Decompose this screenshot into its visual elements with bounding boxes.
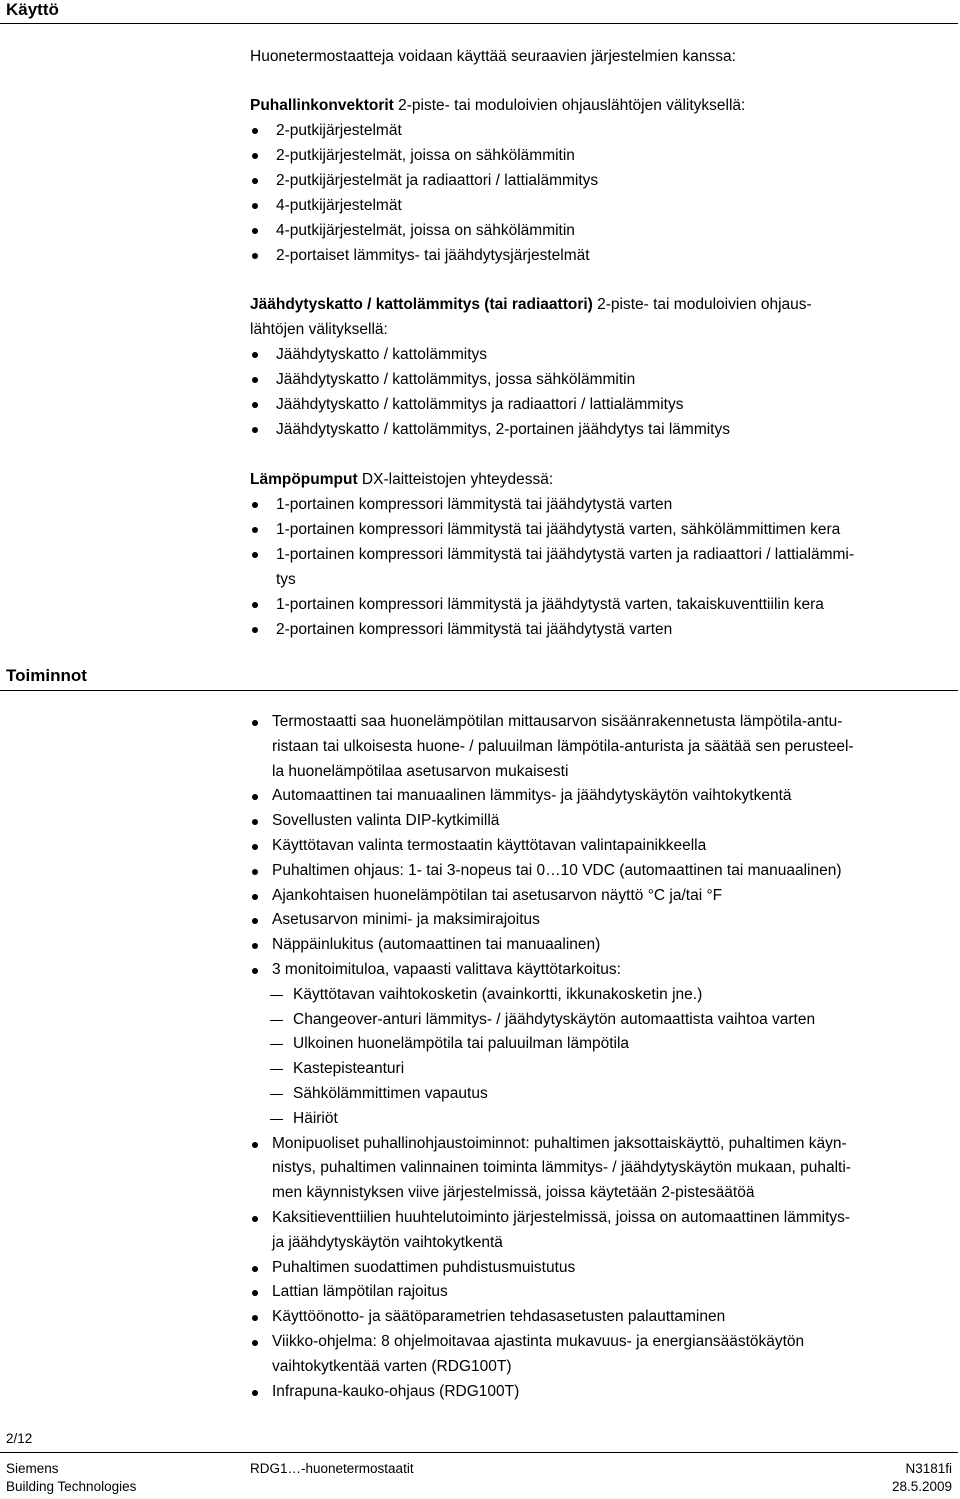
group2-heading-rest: 2-piste- tai moduloivien ohjaus- [592,296,812,313]
function-item: Automaattinen tai manuaalinen lämmitys- ja jäähdytyskäytön vaihtokytkentä [250,784,960,809]
function-item: Asetusarvon minimi- ja maksimirajoitus [250,908,960,933]
list-item: 2-portaiset lämmitys- tai jäähdytysjärjestelmät [250,243,955,268]
function-item: Infrapuna-kauko-ohjaus (RDG100T) [250,1380,960,1405]
intro-text: Huonetermostaatteja voidaan käyttää seuraavien järjestelmien kanssa: [250,48,736,65]
function-item [250,1206,960,1256]
list-item-line2: tys [276,571,296,588]
group2-heading-line2: lähtöjen välityksellä: [250,321,388,338]
list-item-line1: 1-portainen kompressori lämmitystä tai jäähdytystä varten ja radiaattori / lattialämmi- [276,546,855,563]
group1-heading-rest: 2-piste- tai moduloivien ohjauslähtöjen välityksellä: [393,97,746,114]
function-item: Puhaltimen suodattimen puhdistusmuistutus [250,1256,960,1281]
group1-heading-bold: Puhallinkonvektorit [250,97,394,114]
line: men käynnistyksen viive järjestelmissä, joissa käytetään 2-pistesäätöä [272,1184,755,1202]
function-item: Puhaltimen ohjaus: 1- tai 3-nopeus tai 0…10 VDC (automaattinen tai manuaalinen) [250,859,960,884]
list-item: 4-putkijärjestelmät, joissa on sähkölämmitin [250,218,955,243]
group1-list [250,118,955,268]
function-item [250,1330,960,1380]
section-title-toiminnot: Toiminnot [6,666,87,685]
function-item [250,1132,960,1206]
list-item: 1-portainen kompressori lämmitystä tai jäähdytystä varten, sähkölämmittimen kera [250,517,955,542]
list-item: Jäähdytyskatto / kattolämmitys, 2-portainen jäähdytys tai lämmitys [250,417,955,442]
footer-divider [0,1452,958,1453]
list-item: 4-putkijärjestelmät [250,193,955,218]
footer-division: Building Technologies [6,1479,137,1494]
functions-list [250,710,960,1404]
list-item [250,542,955,592]
group2-heading [250,292,950,317]
function-item [250,958,960,1132]
list-item: 1-portainen kompressori lämmitystä tai jäähdytystä varten [250,492,955,517]
list-item: Jäähdytyskatto / kattolämmitys ja radiaattori / lattialämmitys [250,392,955,417]
sub-item: Changeover-anturi lämmitys- / jäähdytyskäytön automaattista vaihtoa varten [272,1008,960,1033]
sub-item: Kastepisteanturi [272,1057,960,1082]
multifunction-input-list [272,983,960,1132]
footer-company: Siemens [6,1461,59,1476]
group2-heading-bold: Jäähdytyskatto / kattolämmitys (tai radiaattori) [250,296,593,313]
line: Monipuoliset puhallinohjaustoiminnot: puhaltimen jaksottaiskäyttö, puhaltimen käyn- [272,1134,847,1152]
sub-item: Häiriöt [272,1107,960,1132]
group1-heading [250,93,950,118]
list-item: 2-putkijärjestelmät ja radiaattori / lattialämmitys [250,168,955,193]
list-item: 2-putkijärjestelmät [250,118,955,143]
footer-date: 28.5.2009 [891,1479,952,1494]
section-divider [0,690,958,691]
sub-item: Sähkölämmittimen vapautus [272,1082,960,1107]
function-item: Käyttötavan valinta termostaatin käyttötavan valintapainikkeella [250,834,960,859]
function-item: Näppäinlukitus (automaattinen tai manuaalinen) [250,933,960,958]
function-item-label: 3 monitoimituloa, vapaasti valittava käyttötarkoitus: [272,960,621,978]
page-number: 2/12 [6,1431,33,1446]
list-item: 2-putkijärjestelmät, joissa on sähkölämmitin [250,143,955,168]
line: vaihtokytkentää varten (RDG100T) [272,1357,512,1375]
list-item: Jäähdytyskatto / kattolämmitys [250,342,955,367]
section-title-kaytto: Käyttö [6,0,59,19]
function-item [250,710,960,784]
group3-heading [250,467,950,492]
group3-heading-bold: Lämpöpumput [250,471,358,488]
function-item: Käyttöönotto- ja säätöparametrien tehdasasetusten palauttaminen [250,1305,960,1330]
function-item: Lattian lämpötilan rajoitus [250,1280,960,1305]
line: ja jäähdytyskäytön vaihtokytkentä [272,1233,503,1251]
line: Termostaatti saa huonelämpötilan mittausarvon sisäänrakennetusta lämpötila-antu- [272,713,843,730]
function-item: Sovellusten valinta DIP-kytkimillä [250,809,960,834]
group2-list [250,342,955,442]
list-item: 2-portainen kompressori lämmitystä tai jäähdytystä varten [250,617,955,642]
footer-doc-title: RDG1…-huonetermostaatit [250,1461,414,1476]
sub-item: Käyttötavan vaihtokosketin (avainkortti, ikkunakosketin jne.) [272,983,960,1008]
list-item: Jäähdytyskatto / kattolämmitys, jossa sähkölämmitin [250,367,955,392]
footer-doc-number: N3181fi [905,1461,952,1476]
group3-list [250,492,955,642]
line: la huonelämpötilaa asetusarvon mukaisesti [272,762,569,780]
line: Viikko-ohjelma: 8 ohjelmoitavaa ajastinta mukavuus- ja energiansäästökäytön [272,1332,805,1350]
line: Kaksitieventtiilien huuhtelutoiminto järjestelmissä, joissa on automaattinen lämmitys- [272,1208,851,1226]
list-item: 1-portainen kompressori lämmitystä ja jäähdytystä varten, takaiskuventtiilin kera [250,592,955,617]
section-divider [0,23,958,24]
line: ristaan tai ulkoisesta huone- / paluuilman lämpötila-anturista ja säätää sen perusteel- [272,737,854,755]
function-item: Ajankohtaisen huonelämpötilan tai asetusarvon näyttö °C ja/tai °F [250,884,960,909]
group3-heading-rest: DX-laitteistojen yhteydessä: [357,471,554,488]
sub-item: Ulkoinen huonelämpötila tai paluuilman lämpötila [272,1032,960,1057]
line: nistys, puhaltimen valinnainen toiminta lämmitys- / jäähdytyskäytön mukaan, puhalti- [272,1159,851,1177]
